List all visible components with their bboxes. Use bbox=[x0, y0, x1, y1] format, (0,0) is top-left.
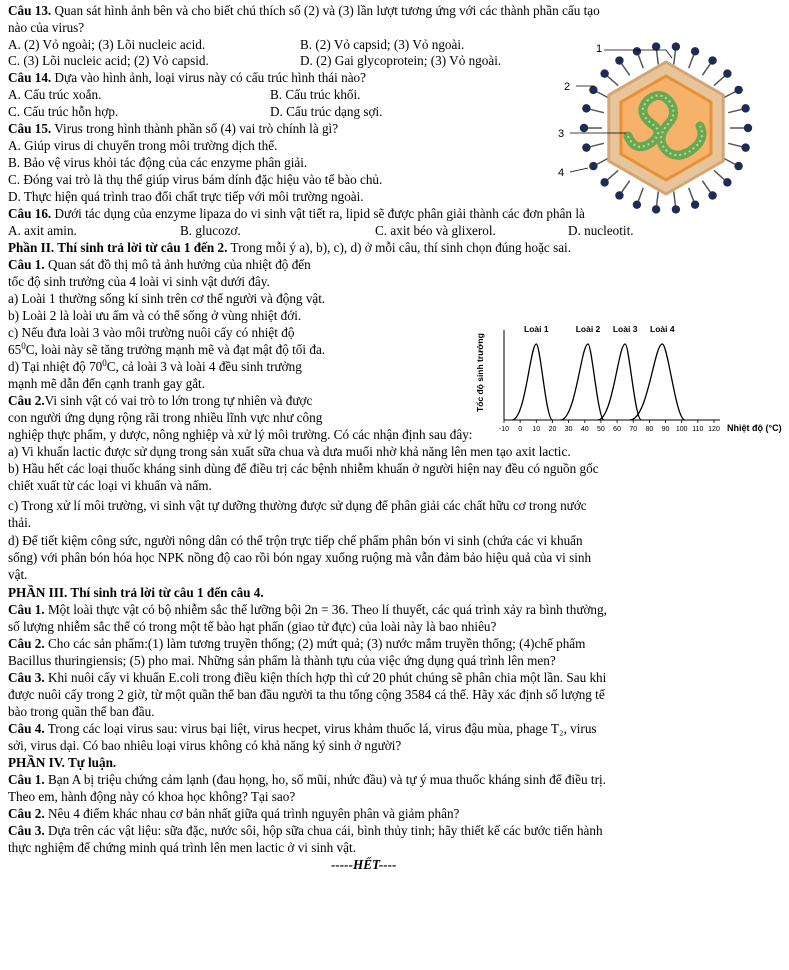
spike-stalk bbox=[714, 170, 724, 179]
p4-c3-line2: thực nghiệm để chứng minh quá trình lên men lactic ở vi sinh vật. bbox=[8, 840, 356, 855]
spike-stalk bbox=[590, 143, 604, 146]
p2-c1-label: Câu 1. bbox=[8, 257, 45, 272]
spike-head bbox=[615, 191, 623, 199]
p3-c2-line2: Bacillus thuringiensis; (5) pho mai. Những sản phẩm là thành tựu của việc ứng dụng quá trình lên men? bbox=[8, 653, 556, 668]
spike-stalk bbox=[657, 192, 659, 206]
p3-c2-l1: Cho các sản phẩm:(1) làm tương truyền thống; (2) mứt quả; (3) nước mắm truyền thống; (4)chế phẩm bbox=[47, 636, 586, 651]
spike-head bbox=[600, 69, 608, 77]
p4-c3-line1 bbox=[8, 823, 603, 839]
spike-head bbox=[708, 191, 716, 199]
virus-label-2: 2 bbox=[564, 81, 571, 93]
q16-option-b: B. glucozơ. bbox=[180, 223, 241, 238]
p3-c3-line2: được nuôi cấy trong 2 giờ, từ một quần thể ban đầu người ta thu tổng cộng 3584 cá thể. Hãy xác định số lượng tế bbox=[8, 687, 605, 702]
q14-option-b: B. Cấu trúc khối. bbox=[270, 87, 361, 102]
p3-c3-label: Câu 3. bbox=[8, 670, 45, 685]
spike-stalk bbox=[657, 51, 659, 65]
q13-option-d: D. (2) Gai glycoprotein; (3) Vỏ ngoài. bbox=[300, 53, 502, 68]
q15-stem-text: Virus trong hình thành phần số (4) vai trò chính là gì? bbox=[54, 121, 339, 136]
spike-stalk bbox=[689, 55, 694, 68]
chart-x-tick-label: 100 bbox=[675, 426, 688, 433]
q16-option-a: A. axit amin. bbox=[8, 223, 77, 238]
p2-c2-a: a) Vi khuẩn lactic được sử dụng trong sản xuất sữa chua và dưa muối nhờ khả năng lên men tạo axit lactic. bbox=[8, 444, 571, 459]
chart-x-tick-label: 30 bbox=[564, 426, 573, 433]
spike-head bbox=[691, 47, 699, 55]
q13-option-c: C. (3) Lõi nucleic acid; (2) Vỏ capsid. bbox=[8, 53, 209, 68]
spike-stalk bbox=[702, 64, 710, 76]
spike-head bbox=[723, 178, 731, 186]
spike-stalk bbox=[728, 143, 742, 146]
p4-c1-l1: Bạn A bị triệu chứng cảm lạnh (đau họng, ho, sổ mũi, nhức đầu) và tự ý mua thuốc kháng sinh để điều trị. bbox=[47, 772, 606, 787]
spike-head bbox=[633, 200, 641, 208]
chart-series-label: Loài 4 bbox=[650, 324, 675, 334]
q13-option-a: A. (2) Vỏ ngoài; (3) Lõi nucleic acid. bbox=[8, 37, 206, 52]
chart-y-axis-label: Tốc độ sinh trưởng bbox=[475, 333, 485, 412]
spike-head bbox=[734, 86, 742, 94]
q14-stem-text: Dựa vào hình ảnh, loại virus này có cấu trúc hình thái nào? bbox=[54, 70, 366, 85]
p2-c2-line1 bbox=[8, 393, 312, 409]
spike-stalk bbox=[674, 51, 676, 65]
spike-head bbox=[741, 104, 749, 112]
chart-series-line bbox=[630, 344, 685, 420]
chart-x-tick-label: 80 bbox=[645, 426, 654, 433]
virus-label-4: 4 bbox=[558, 167, 565, 179]
q16-stem-text: Dưới tác dụng của enzyme lipaza do vi sinh vật tiết ra, lipid sẽ được phân giải thành các đơn phân là bbox=[54, 206, 585, 221]
q14-label: Câu 14. bbox=[8, 70, 52, 85]
q16-stem bbox=[8, 206, 585, 222]
p3-c1-label: Câu 1. bbox=[8, 602, 45, 617]
chart-x-tick-label: -10 bbox=[498, 426, 510, 433]
p3-c4-l1: Trong các loại virus sau: virus bại liệt, virus hecpet, virus khảm thuốc lá, virus đậu mùa, phage T₂, virus bbox=[47, 721, 597, 736]
p2-c2-d-line2: sống) với phân bón hóa học NPK nồng độ cao rồi bón ngay xuống ruộng mà vẫn đảm bảo hiệu quả của vi sinh bbox=[8, 550, 592, 565]
q13-stem-line1 bbox=[8, 3, 600, 19]
spike-stalk bbox=[638, 188, 643, 201]
spike-head bbox=[633, 47, 641, 55]
p3-c3-line3: bào trong quần thể ban đầu. bbox=[8, 704, 155, 719]
p4-c3-label: Câu 3. bbox=[8, 823, 45, 838]
part3-title-text: PHẦN III. Thí sinh trả lời từ câu 1 đến câu 4. bbox=[8, 585, 264, 600]
virus-label-1: 1 bbox=[596, 43, 603, 55]
spike-stalk bbox=[608, 170, 618, 179]
spike-head bbox=[589, 86, 597, 94]
part4-title-text: PHẦN IV. Tự luận. bbox=[8, 755, 117, 770]
virus-label-3: 3 bbox=[558, 128, 565, 140]
p4-c1-line1 bbox=[8, 772, 606, 788]
spike-head bbox=[708, 56, 716, 64]
spike-head bbox=[672, 42, 680, 50]
chart-x-tick-label: 20 bbox=[548, 426, 557, 433]
p2-c2-d-line3: vật. bbox=[8, 567, 28, 582]
spike-stalk bbox=[590, 109, 604, 112]
q16-option-c: C. axit béo và glixerol. bbox=[375, 223, 496, 238]
p4-c2-line1 bbox=[8, 806, 459, 822]
spike-stalk bbox=[689, 188, 694, 201]
part4-title bbox=[8, 755, 116, 771]
chart-series-line bbox=[561, 344, 605, 420]
spike-head bbox=[600, 178, 608, 186]
spike-head bbox=[580, 124, 588, 132]
chart-x-tick-label: 40 bbox=[580, 426, 589, 433]
q14-option-a: A. Cấu trúc xoắn. bbox=[8, 87, 102, 102]
growth-temperature-chart bbox=[474, 316, 786, 440]
chart-x-tick-label: 50 bbox=[597, 426, 605, 433]
p3-c4-line2: sởi, virus dại. Có bao nhiêu loại virus không có khả năng ký sinh ở người? bbox=[8, 738, 402, 753]
part2-title: Phần II. Thí sinh trả lời từ câu 1 đến 2. bbox=[8, 240, 228, 255]
spike-stalk bbox=[638, 55, 643, 68]
chart-series-line bbox=[512, 344, 552, 420]
p4-c1-label: Câu 1. bbox=[8, 772, 45, 787]
p3-c4-label: Câu 4. bbox=[8, 721, 45, 736]
p2-c2-b-line2: chiết xuất từ các loại vi khuẩn và nấm. bbox=[8, 478, 212, 493]
spike-head bbox=[691, 200, 699, 208]
p3-c1-line2: số lượng nhiễm sắc thể có trong một tế bào hạt phấn (giao tử đực) của loài này là bao nhiêu? bbox=[8, 619, 497, 634]
chart-x-tick-label: 110 bbox=[692, 426, 704, 433]
chart-x-axis-label: Nhiệt độ (°C) bbox=[727, 423, 782, 433]
p2-c2-line3: nghiệp thực phẩm, y dược, nông nghiệp và xử lý môi trường. Có các nhận định sau đây: bbox=[8, 427, 473, 442]
p2-c2-c-line1: c) Trong xử lí môi trường, vi sinh vật tự dưỡng thường được sử dụng để phân giải các chất hữu cơ trong nước bbox=[8, 498, 587, 513]
p3-c2-line1 bbox=[8, 636, 585, 652]
p2-c1-d-line2: mạnh mẽ dẫn đến cạnh tranh gay gắt. bbox=[8, 376, 206, 391]
p3-c2-label: Câu 2. bbox=[8, 636, 45, 651]
spike-head bbox=[582, 143, 590, 151]
q16-label: Câu 16. bbox=[8, 206, 52, 221]
chart-series-labels bbox=[524, 324, 675, 334]
spike-stalk bbox=[622, 181, 630, 193]
chart-x-tick-label: 90 bbox=[661, 426, 670, 433]
p2-c1-c-line1: c) Nếu đưa loài 3 vào môi trường nuôi cấy có nhiệt độ bbox=[8, 325, 295, 340]
q13-option-b: B. (2) Vỏ capsid; (3) Vỏ ngoài. bbox=[300, 37, 465, 52]
spike-stalk bbox=[622, 64, 630, 76]
p4-c2-label: Câu 2. bbox=[8, 806, 45, 821]
p3-c3-line1 bbox=[8, 670, 606, 686]
spike-stalk bbox=[608, 76, 618, 85]
p2-c1-d-start: d) Tại nhiệt độ 70 bbox=[8, 359, 103, 374]
p2-c1-c-line2 bbox=[8, 342, 325, 359]
chart-series-label: Loài 2 bbox=[575, 324, 601, 334]
p2-c1-c-deg: 0 bbox=[21, 341, 26, 351]
q15-option-a: A. Giúp virus di chuyển trong môi trường dịch thể. bbox=[8, 138, 278, 153]
q14-option-d: D. Cấu trúc dạng sợi. bbox=[270, 104, 383, 119]
chart-series-line bbox=[598, 344, 642, 420]
end-mark: -----HẾT---- bbox=[331, 857, 397, 872]
q15-option-c: C. Đóng vai trò là thụ thể giúp virus bám dính đặc hiệu vào tế bào chủ. bbox=[8, 172, 383, 187]
q13-label: Câu 13. bbox=[8, 3, 52, 18]
p2-c1-line2: tốc độ sinh trưởng của 4 loài vi sinh vật dưới đây. bbox=[8, 274, 270, 289]
spike-head bbox=[615, 56, 623, 64]
spike-stalk bbox=[702, 181, 710, 193]
p2-c2-line2: con người ứng dụng rộng rãi trong nhiều lĩnh vực như công bbox=[8, 410, 323, 425]
spike-stalk bbox=[674, 192, 676, 206]
chart-x-tick-label: 120 bbox=[708, 426, 720, 433]
q15-stem bbox=[8, 121, 338, 137]
p3-c1-l1: Một loài thực vật có bộ nhiễm sắc thể lưỡng bội 2n = 36. Theo lí thuyết, các quá trình xảy ra bình thường, bbox=[47, 602, 607, 617]
p3-c1-line1 bbox=[8, 602, 607, 618]
q15-label: Câu 15. bbox=[8, 121, 52, 136]
q13-stem: Quan sát hình ảnh bên và cho biết chú thích số (2) và (3) lần lượt tương ứng với các thành phần cấu tạo bbox=[54, 3, 600, 18]
p2-c2-b-line1: b) Hầu hết các loại thuốc kháng sinh dùng để điều trị các bệnh nhiễm khuẩn ở người hiện nay đều có nguồn gốc bbox=[8, 461, 599, 476]
part3-title bbox=[8, 585, 264, 601]
p2-c2-d-line1: d) Để tiết kiệm công sức, người nông dân có thể trộn trực tiếp chế phẩm phân bón vi sinh (chứa các vi khuẩn bbox=[8, 533, 583, 548]
p2-c1-a: a) Loài 1 thường sống kí sinh trên cơ thể người và động vật. bbox=[8, 291, 326, 306]
spike-head bbox=[744, 124, 752, 132]
p2-c1-d-line1 bbox=[8, 359, 302, 376]
p4-c1-line2: Theo em, hành động này có khoa học không? Tại sao? bbox=[8, 789, 296, 804]
p2-c2-label: Câu 2. bbox=[8, 393, 45, 408]
chart-x-tick-label: 10 bbox=[532, 426, 541, 433]
spike-head bbox=[672, 205, 680, 213]
p2-c1-b: b) Loài 2 là loài ưu ấm và có thể sống ở vùng nhiệt đới. bbox=[8, 308, 302, 323]
p2-c2-l1: Vi sinh vật có vai trò to lớn trong tự nhiên và được bbox=[44, 393, 313, 408]
q14-option-c: C. Cấu trúc hỗn hợp. bbox=[8, 104, 119, 119]
q16-option-d: D. nucleotit. bbox=[568, 223, 634, 238]
p3-c4-line1 bbox=[8, 721, 597, 737]
chart-series-label: Loài 3 bbox=[612, 324, 638, 334]
chart-series-group bbox=[512, 344, 685, 420]
p2-c1-c-temp: 65 bbox=[8, 342, 22, 357]
chart-tick-labels bbox=[499, 420, 720, 433]
p2-c1-c-rest: C, loài này sẽ tăng trưởng mạnh mẽ và đạt mật độ tối đa. bbox=[25, 342, 326, 357]
part2-heading bbox=[8, 240, 571, 256]
spike-head bbox=[589, 162, 597, 170]
p2-c1-d-deg: 0 bbox=[102, 358, 107, 368]
p2-c1-l1: Quan sát đồ thị mô tả ảnh hưởng của nhiệt độ đến bbox=[47, 257, 311, 272]
spike-head bbox=[723, 69, 731, 77]
chart-series-label: Loài 1 bbox=[524, 324, 549, 334]
q13-stem-line2: nào của virus? bbox=[8, 20, 85, 35]
q15-option-b: B. Bảo vệ virus khỏi tác động của các enzyme phân giải. bbox=[8, 155, 308, 170]
chart-x-tick-label: 0 bbox=[518, 426, 523, 433]
p4-c2-l1: Nêu 4 điểm khác nhau cơ bản nhất giữa quá trình nguyên phân và giảm phân? bbox=[47, 806, 460, 821]
part2-instruction: Trong mỗi ý a), b), c), d) ở mỗi câu, thí sinh chọn đúng hoặc sai. bbox=[230, 240, 572, 255]
spike-head bbox=[652, 42, 660, 50]
p2-c1-d-rest: C, cả loài 3 và loài 4 đều sinh trưởng bbox=[106, 359, 302, 374]
spike-head bbox=[582, 104, 590, 112]
p3-c3-l1: Khi nuôi cấy vi khuẩn E.coli trong điều kiện thích hợp thì cứ 20 phút chúng sẽ phân chia một lần. Sau khi bbox=[47, 670, 607, 685]
q14-stem bbox=[8, 70, 366, 86]
virus-figure bbox=[556, 36, 788, 216]
spike-head bbox=[741, 143, 749, 151]
p2-c2-c-line2: thải. bbox=[8, 515, 32, 530]
chart-x-tick-label: 60 bbox=[613, 426, 621, 433]
p2-c1-line1 bbox=[8, 257, 311, 273]
spike-head bbox=[734, 162, 742, 170]
spike-stalk bbox=[728, 109, 742, 112]
q15-option-d: D. Thực hiện quá trình trao đổi chất trực tiếp với môi trường ngoài. bbox=[8, 189, 364, 204]
p4-c3-l1: Dựa trên các vật liệu: sữa đặc, nước sôi, hộp sữa chua cái, bình thủy tinh; hãy thiết kế các bước tiến hành bbox=[47, 823, 603, 838]
spike-stalk bbox=[714, 76, 724, 85]
chart-x-tick-label: 70 bbox=[629, 426, 638, 433]
spike-head bbox=[652, 205, 660, 213]
